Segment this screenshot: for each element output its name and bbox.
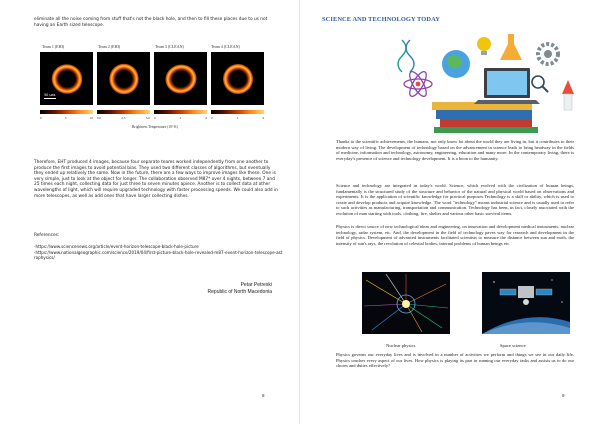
black-hole-image-2 (97, 52, 150, 105)
tick-label: 4 (262, 116, 264, 120)
caption-nuclear-physics: Nuclear physics (386, 343, 416, 348)
tick-label: 0 (40, 116, 42, 120)
references-heading: References: (34, 233, 60, 238)
colorbar-ticks-3 (154, 116, 207, 120)
space-science-photo (482, 272, 570, 334)
black-hole-image-3 (154, 52, 207, 105)
colorbar-ticks-4 (211, 116, 264, 120)
paragraph-intro: Thanks to the scientific achievements, the humans, not only know lot about the world they are living in, but it contributes to their modern way of living. The development of technology based on the advancement in science leads to bring headway in the fields of medicine, information and technology, astronomy, engineering, education and many more. In the contemporary living, there is everyday's presence of science and technology development. It is a boon to the humanity. (336, 139, 574, 161)
page-number: 9 (562, 393, 565, 398)
author-block (208, 282, 272, 296)
intro-paragraph: eliminate all the noise coming from stuff that's not the black hole, and then to fill these places due to us not having an Earth sized telescope. (34, 17, 268, 28)
body-paragraph: Therefore, EHT produced 4 images, because four separate teams worked independently from one another to produce the first images to avoid potential bias. They used two different classes of algorithms, but eventually they ended up relatively the same. Now in the future, there are a few ways to improve images like these. One is very simple, just to look at the object for longer. The collaboration observed M87* over 4 nights, between 7 and 25 times each night, collecting data for just three to seven minutes apiece. Another is to collect data at other wavelengths of light, which will require upgraded technology with faster processing speeds. We could also add in more telescopes, as well as add ones that have larger collecting dishes. (34, 160, 278, 199)
colorbar-ticks-2 (97, 116, 150, 120)
reference-link[interactable]: -https://www.nationalgeographic.com/science/2019/04/first-picture-black-hole-revealed-m87-event-horizon-telescope-astrophysics/ (34, 249, 283, 261)
accretion-ring (218, 59, 258, 99)
tick-label: 0 (154, 116, 156, 120)
author-name: Petar Petreski (240, 282, 272, 288)
colorbar-3 (154, 110, 207, 114)
panel-label-4: Team 4 (CLEAN) (211, 44, 240, 49)
black-hole-figure (34, 44, 276, 140)
colorbar-ticks-1 (40, 116, 93, 120)
paragraph-everyday-physics: Physics governs our everyday lives and is involved in a number of activities we perform and things we see in our daily life. Physics touches every aspect of our lives. How physics is playing its part in running our everyday tasks and assists us to do our chores and duties effectively? (336, 352, 574, 369)
right-page (300, 0, 600, 424)
science-technology-illustration (388, 24, 580, 136)
references-list (34, 244, 284, 261)
tick-label: 2 (179, 116, 182, 120)
black-hole-image-4 (211, 52, 264, 105)
accretion-ring (49, 61, 84, 95)
tick-label: 0 (211, 116, 213, 120)
panel-label-3: Team 3 (CLEAN) (155, 44, 184, 49)
tick-label: 5.0 (145, 116, 150, 120)
tick-label: 0.0 (97, 116, 102, 120)
tick-label: 10 (89, 116, 93, 120)
accretion-ring (109, 63, 138, 94)
colorbar-4 (211, 110, 264, 114)
page-number: 8 (262, 393, 265, 398)
scale-bar (44, 98, 56, 99)
tick-label: 5 (64, 116, 67, 120)
panel-label-1: Team 1 (EHI) (42, 44, 65, 49)
accretion-ring (162, 61, 199, 96)
colorbar-1 (40, 110, 93, 114)
article-title: SCIENCE AND TECHNOLOGY TODAY (322, 16, 440, 23)
tick-label: 2.5 (121, 116, 126, 120)
colorbar-2 (97, 110, 150, 114)
caption-space-science: Space science (500, 343, 526, 348)
reference-link[interactable]: -https://www.sciencenews.org/article/event-horizon-telescope-black-hole-picture (34, 244, 199, 249)
panel-label-2: Team 2 (EHI) (98, 44, 121, 49)
tick-label: 4 (205, 116, 207, 120)
black-hole-image-1 (40, 52, 93, 105)
author-country: Republic of North Macedonia (207, 289, 272, 295)
figure-axis-label: Brightness Temperature (10⁹ K) (132, 125, 178, 129)
paragraph-science-technology: Science and technology are integrated in today's world. Science, which evolved with the civilization of human beings, fundamentally is the structured study of the structure and behavior of the natural and physical world based on observations and experiments. It is the application of scientific knowledge for practical purposes.Technology is a skill or ability, which is used to create and develop products and acquire knowledge. The word "technology" means industrial science and is usually used to refer to such activities as manufacturing, transportation and communication. Technology has been, in fact, closely associated with the evolution of man starting with tools, clothing, fire, shelter and various other basic survival items. (336, 183, 574, 216)
tick-label: 2 (236, 116, 239, 120)
scale-label: 50 μas (44, 93, 56, 97)
paragraph-physics: Physics is direct source of new technological ideas and engineering, on innovation and development medical instruments, nuclear technology, radar system, etc. And, the development in the field of technology paves way for research and development in the field of physics. Development of advanced instruments facilitated scientists to measure the distance between sun and earth, the intensity of sun's rays, the revolution of celestial bodies, internal problems of human beings etc. (336, 224, 574, 246)
nuclear-physics-photo (362, 272, 450, 334)
